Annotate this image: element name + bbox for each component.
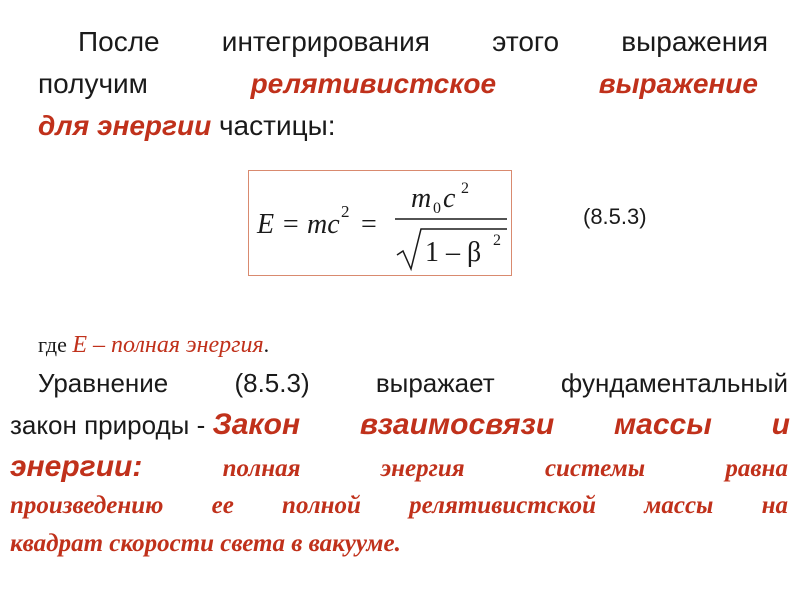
word: полная [222, 455, 301, 482]
total-energy-def: E – полная энергия [72, 332, 264, 358]
law-line-3 [10, 450, 788, 484]
word: массы [613, 408, 712, 441]
word: полной [282, 492, 361, 519]
law-line-1 [38, 368, 788, 399]
word: интегрирования [221, 26, 430, 57]
formula-equals: = [361, 209, 377, 240]
law-title [212, 408, 790, 442]
formula-num-c: c [443, 183, 456, 214]
formula-den: 1 – β [425, 237, 482, 268]
word: Уравнение [38, 368, 169, 398]
law-line-2 [10, 408, 790, 442]
where-line [38, 332, 269, 359]
intro-line-1 [78, 26, 768, 58]
period: . [263, 332, 270, 357]
word: получим [38, 68, 148, 99]
particle-text: частицы: [211, 110, 336, 141]
formula-num-square: 2 [461, 180, 469, 197]
formula-lhs: E = mc [257, 209, 340, 240]
formula-num-m: m [411, 183, 432, 214]
energy-formula [249, 171, 513, 277]
word: (8.5.3) [234, 368, 310, 398]
equation-number: (8.5.3) [583, 204, 647, 229]
word: взаимосвязи [359, 408, 555, 441]
word: на [761, 492, 788, 519]
word: релятивистской [409, 492, 597, 519]
highlight-relativistic: релятивистское [250, 68, 497, 99]
word: фундаментальный [560, 368, 788, 398]
word: равна [725, 455, 788, 482]
intro-line-3 [38, 110, 336, 142]
word: выражения [621, 26, 768, 57]
word: Закон [212, 408, 301, 441]
law-line-4 [10, 492, 788, 520]
formula-box [248, 170, 512, 276]
word: и [771, 408, 790, 441]
word: произведению [10, 492, 164, 519]
word: После [78, 26, 160, 57]
highlight-expression: выражение [598, 68, 758, 99]
highlight-for-energy: для энергии [38, 110, 212, 141]
formula-num-sub: 0 [433, 200, 441, 217]
word: системы [544, 455, 646, 482]
law-line-5: квадрат скорости света в вакууме. [10, 530, 401, 557]
word: ее [211, 492, 234, 519]
formula-square: 2 [341, 202, 350, 221]
where-text: где [38, 332, 73, 357]
word: выражает [375, 368, 495, 398]
intro-line-2 [38, 68, 758, 100]
word: этого [492, 26, 560, 57]
word: массы [644, 492, 714, 519]
formula-den-square: 2 [493, 232, 501, 249]
word: энергия [380, 455, 465, 482]
law-of-nature-text: закон природы - [10, 410, 213, 440]
energy-word: энергии: [10, 450, 143, 483]
